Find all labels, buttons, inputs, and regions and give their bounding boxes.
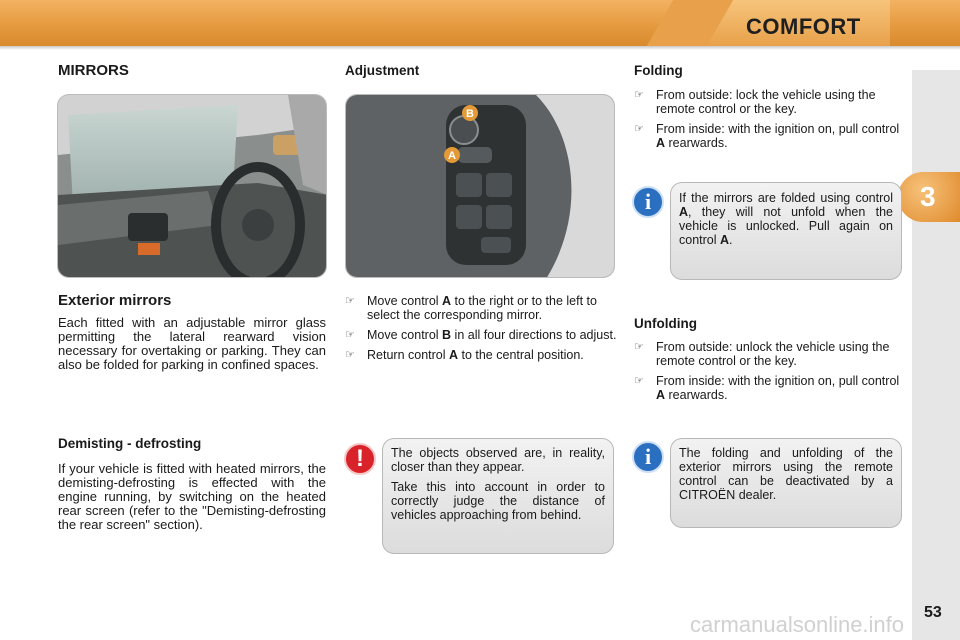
list-item: ☞ Move control B in all four directions to adjust.	[345, 328, 617, 342]
warning-text-1: The objects observed are, in reality, closer than they appear.	[391, 446, 605, 474]
exclamation-icon: !	[344, 443, 376, 475]
list-item: ☞ From outside: lock the vehicle using the remote control or the key.	[634, 88, 876, 116]
pointing-hand-icon: ☞	[345, 349, 355, 361]
page-number: 53	[924, 604, 942, 621]
pointing-hand-icon: ☞	[634, 89, 644, 101]
folding-bullets	[634, 88, 906, 156]
chapter-number: 3	[920, 181, 936, 212]
pointing-hand-icon: ☞	[634, 341, 644, 353]
list-item: ☞ From outside: unlock the vehicle using the remote control or the key.	[634, 340, 890, 368]
callout-b-label: B	[466, 108, 474, 120]
demisting-text: If your vehicle is fitted with heated mirrors, the demisting-defrosting is effected with the engine running, by switching on the heated rear screen (refer to the "Demisting-defrosting the rear screen" section).	[58, 461, 326, 532]
info-icon: i	[632, 186, 664, 218]
dashboard-illustration	[58, 95, 327, 278]
watermark: carmanualsonline.info	[690, 612, 905, 637]
adjustment-heading: Adjustment	[345, 63, 420, 78]
section-title: COMFORT	[746, 14, 861, 39]
info-note-dealer-text: The folding and unfolding of the exterior mirrors using the remote control can be deactivated by a CITROËN dealer.	[679, 446, 893, 502]
list-item: ☞ Move control A to the right or to the left to select the corresponding mirror.	[345, 294, 597, 322]
list-item: ☞ Return control A to the central position.	[345, 348, 584, 362]
demisting-heading: Demisting - defrosting	[58, 436, 202, 451]
door-controls-illustration	[346, 95, 615, 278]
pointing-hand-icon: ☞	[634, 123, 644, 135]
info-note-text: If the mirrors are folded using control A, they will not unfold when the vehicle is unlocked. Pull again on control A.	[679, 191, 893, 247]
warning-text-2: Take this into account in order to correctly judge the distance of vehicles approaching from behind.	[391, 480, 605, 522]
pointing-hand-icon: ☞	[634, 375, 644, 387]
list-item: ☞ From inside: with the ignition on, pull control A rearwards.	[634, 374, 900, 402]
list-item: ☞ From inside: with the ignition on, pull control A rearwards.	[634, 122, 900, 150]
info-note-folded	[670, 182, 902, 280]
chapter-tab[interactable]	[898, 172, 960, 222]
mirrors-title: MIRRORS	[58, 62, 129, 79]
warning-note	[382, 438, 614, 554]
exterior-mirrors-text: Each fitted with an adjustable mirror glass permitting the lateral rearward vision necessary for overtaking or parking. They can also be folded for parking in confined spaces.	[58, 315, 326, 372]
exterior-mirrors-heading: Exterior mirrors	[58, 292, 172, 309]
dashboard-photo	[57, 94, 327, 278]
door-controls-photo	[345, 94, 615, 278]
pointing-hand-icon: ☞	[345, 329, 355, 341]
unfolding-heading: Unfolding	[634, 316, 697, 331]
adjustment-bullets	[345, 294, 617, 368]
folding-heading: Folding	[634, 63, 683, 78]
header-shadow	[0, 46, 960, 50]
side-strip	[912, 70, 960, 640]
info-icon: i	[632, 441, 664, 473]
pointing-hand-icon: ☞	[345, 295, 355, 307]
info-note-dealer	[670, 438, 902, 528]
unfolding-bullets	[634, 340, 906, 408]
callout-a-label: A	[448, 150, 456, 162]
